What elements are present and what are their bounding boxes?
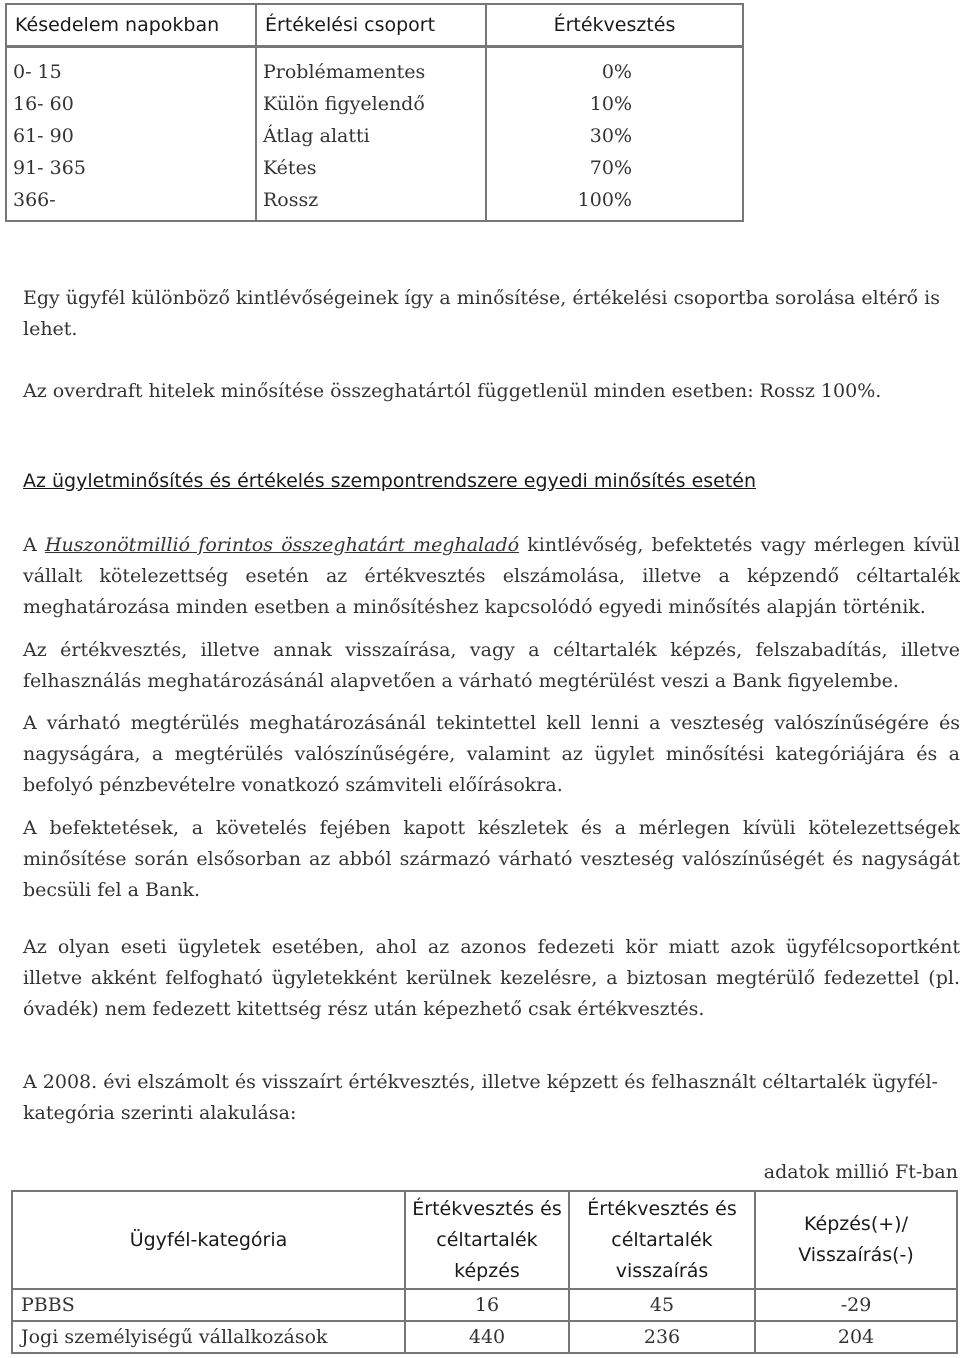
cell-delay: 61- 90 xyxy=(6,120,256,152)
paragraph-investments: A befektetések, a követelés fejében kapott készletek és a mérlegen kívüli kötelezettségek minősítése során elsősorban az abból származó várható veszteség valószínűségét és nagyságát becsüli fel a Bank. xyxy=(23,817,960,901)
cell-group: Kétes xyxy=(256,152,486,184)
cell-reversal: 236 xyxy=(569,1321,755,1353)
header-delay-days: Késedelem napokban xyxy=(6,4,256,47)
cell-impairment: 30% xyxy=(589,125,632,147)
table-row xyxy=(6,120,743,152)
table-header-row xyxy=(6,4,743,47)
paragraph-overdraft: Az overdraft hitelek minősítése összeghatártól függetlenül minden esetben: Rossz 100%. xyxy=(23,380,882,402)
unit-note: adatok millió Ft-ban xyxy=(763,1161,958,1183)
table-row xyxy=(6,184,743,221)
cell-creation: 16 xyxy=(405,1289,569,1321)
header-impairment-reversal: Értékvesztés és céltartalék visszaírás xyxy=(569,1191,755,1289)
table-row xyxy=(12,1321,957,1353)
table-row xyxy=(12,1289,957,1321)
cell-net: 204 xyxy=(755,1321,957,1353)
header-impairment-creation: Értékvesztés és céltartalék képzés xyxy=(405,1191,569,1289)
table-header-row xyxy=(12,1191,957,1289)
cell-creation: 440 xyxy=(405,1321,569,1353)
cell-group: Átlag alatti xyxy=(256,120,486,152)
cell-impairment: 100% xyxy=(577,189,632,211)
section-heading: Az ügyletminősítés és értékelés szempontrendszere egyedi minősítés esetén xyxy=(23,470,757,492)
cell-group: Külön figyelendő xyxy=(256,88,486,120)
cell-net: -29 xyxy=(755,1289,957,1321)
cell-impairment: 0% xyxy=(601,61,632,83)
cell-group: Rossz xyxy=(256,184,486,221)
header-rating-group: Értékelési csoport xyxy=(256,4,486,47)
cell-delay: 16- 60 xyxy=(6,88,256,120)
table-row xyxy=(6,152,743,184)
cell-delay: 91- 365 xyxy=(6,152,256,184)
paragraph-individual-transactions: Az olyan eseti ügyletek esetében, ahol az azonos fedezeti kör miatt azok ügyfélcsoportként illetve akként felfogható ügyletekként kerülnek kezelésre, a biztosan megtérülő fedezettel (pl. óvadék) nem fedezett kitettség rész után képezhető csak értékvesztés. xyxy=(23,936,960,1020)
cell-group: Problémamentes xyxy=(256,47,486,89)
paragraph-impairment-reversal: Az értékvesztés, illetve annak visszaírása, vagy a céltartalék képzés, felszabadítás, illetve felhasználás meghatározásánál alapvetően a várható megtérülést veszi a Bank figyelembe. xyxy=(23,639,960,692)
cell-impairment: 70% xyxy=(589,157,632,179)
cell-category: PBBS xyxy=(12,1289,405,1321)
header-net-change: Képzés(+)/ Visszaírás(-) xyxy=(755,1191,957,1289)
header-customer-category: Ügyfél-kategória xyxy=(12,1191,405,1289)
customer-category-table xyxy=(11,1190,958,1354)
cell-delay: 366- xyxy=(6,184,256,221)
delay-classification-table xyxy=(5,3,744,222)
paragraph-expected-recovery: A várható megtérülés meghatározásánál tekintettel kell lenni a veszteség valószínűségére és nagyságára, a megtérülés valószínűségére, valamint az ügylet minősítési kategóriájára és a befolyó pénzbevételre vonatkozó számviteli előírásokra. xyxy=(23,712,960,796)
paragraph-rest: kintlévőség, befektetés vagy mérlegen kívül vállalt kötelezettség esetén az értékvesztés elszámolása, illetve a képzendő céltartalék meghatározása minden esetben a minősítéshez kapcsolódó egyedi minősítés alapján történik. xyxy=(23,534,960,618)
paragraph-prefix: A xyxy=(23,534,45,556)
threshold-emphasis: Huszonötmillió forintos összeghatárt meghaladó xyxy=(44,534,520,556)
table-row xyxy=(6,88,743,120)
paragraph-2008-summary: A 2008. évi elszámolt és visszaírt értékvesztés, illetve képzett és felhasznált céltartalék ügyfél-kategória szerinti alakulása: xyxy=(23,1071,938,1124)
cell-reversal: 45 xyxy=(569,1289,755,1321)
cell-impairment: 10% xyxy=(589,93,632,115)
paragraph-customer-rating: Egy ügyfél különböző kintlévőségeinek így a minősítése, értékelési csoportba sorolása eltérő is lehet. xyxy=(23,287,940,340)
header-impairment: Értékvesztés xyxy=(486,4,743,47)
cell-category: Jogi személyiségű vállalkozások xyxy=(12,1321,405,1353)
table-row xyxy=(6,47,743,89)
cell-delay: 0- 15 xyxy=(6,47,256,89)
paragraph-individual-rating xyxy=(23,530,960,623)
